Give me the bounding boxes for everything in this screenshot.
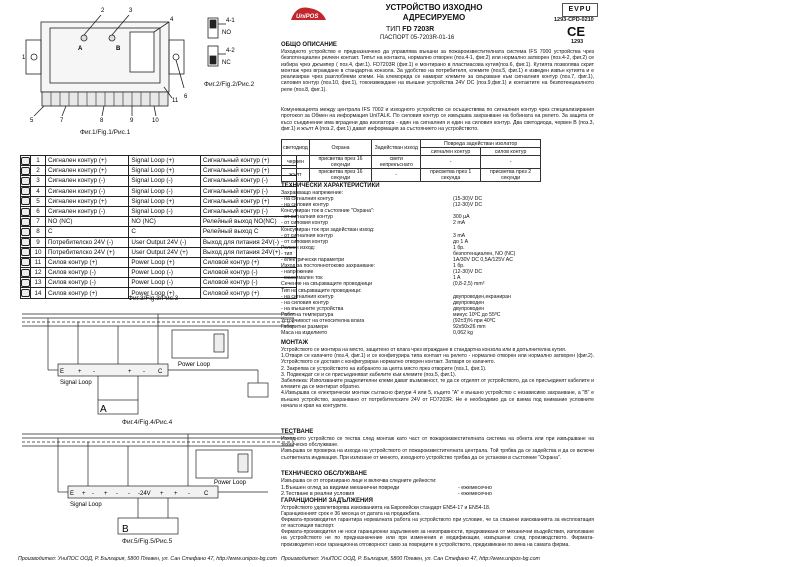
spec-key: - максимален ток: [281, 275, 323, 282]
pin-label-bg: Потребителско 24V (+): [46, 247, 129, 257]
pin-label-ru: Сигнальный контур (+): [200, 156, 296, 166]
ind-r1-c2: присветва през 16 секунди: [309, 156, 371, 169]
type-line: [386, 26, 434, 33]
cert-code: 1293-CPD-0210: [554, 17, 594, 23]
title-line-2: АДРЕСИРУЕМО: [402, 13, 466, 22]
figure-5-drawing: [18, 428, 298, 538]
logo-text: UniPOS: [296, 14, 319, 20]
fig4-terminal-plus-1: +: [78, 369, 82, 375]
pin-table: [20, 155, 297, 299]
pin-label-ru: Сигнальный контур (+): [200, 166, 296, 176]
fig1-callout-8: 8: [100, 118, 104, 124]
type-label: ТИП: [386, 26, 401, 33]
maintenance-intro: Извършва се от оторизирано лице и включва следните дейности:: [281, 478, 437, 484]
maintenance-item-2-freq: - ежемесечно: [458, 491, 492, 497]
pin-label-en: Power Loop (+): [129, 288, 201, 298]
spec-value: 2 mA: [453, 220, 466, 227]
fig5-terminal-minus-3: -: [128, 491, 130, 497]
pin-label-ru: Выход для питания 24V(-): [200, 237, 296, 247]
ind-r2-c2: присветва през 16 секунди: [309, 169, 371, 182]
fig5-power-loop: Power Loop: [214, 480, 247, 486]
fig5-terminal-24v: -24V: [138, 491, 151, 497]
spec-key: - на външните устройства: [281, 305, 344, 312]
spec-value: до 1 A: [453, 238, 469, 245]
fig2-label-4-1: 4-1: [226, 18, 235, 24]
ind-r2-c4: присветва през 1 секунда: [421, 169, 481, 182]
cert-number: 1293: [571, 39, 584, 45]
pin-row: [21, 166, 297, 176]
ind-head-led: светодиод: [282, 140, 310, 156]
pin-label-ru: Силовой контур (-): [200, 268, 296, 278]
spec-value: безпотенциален, NO (NC): [453, 250, 516, 257]
spec-key: Сечение на свързващите проводници: [281, 281, 373, 288]
pin-number: 14: [31, 288, 46, 298]
fig1-led-b: B: [116, 46, 121, 52]
fig1-led-a: A: [78, 46, 83, 52]
fig1-callout-5: 5: [30, 118, 34, 124]
maintenance-heading: ТЕХНИЧЕСКО ОБСЛУЖВАНЕ: [281, 471, 368, 477]
pin-label-ru: Сигнальный контур (-): [200, 176, 296, 186]
fig5-terminal-minus-4: -: [188, 491, 190, 497]
pin-label-bg: Сигнален контур (-): [46, 206, 129, 216]
pin-number: 11: [31, 257, 46, 267]
fig5-terminal-minus-1: -: [92, 491, 94, 497]
fig1-callout-3: 3: [129, 8, 133, 14]
evpu-mark: EVPU: [562, 3, 598, 17]
pin-row: [21, 196, 297, 206]
specs-heading: ТЕХНИЧЕСКИ ХАРАКТЕРИСТИКИ: [281, 183, 380, 189]
pin-label-ru: Сигнальный контур (-): [200, 186, 296, 196]
pin-number: 13: [31, 278, 46, 288]
ind-head-guard: Охрана: [309, 140, 371, 156]
fig1-callout-11: 11: [172, 98, 179, 104]
fig5-caption: Фиг.5/Fig.5/Рис.5: [122, 538, 173, 545]
pin-number: 9: [31, 237, 46, 247]
terminal-screw-icon: [21, 279, 30, 287]
pin-row: [21, 206, 297, 216]
spec-key: - напрежение: [281, 269, 314, 276]
spec-value: 3 mA: [453, 232, 466, 239]
spec-key: Габаритни размери: [281, 324, 328, 331]
fig4-terminal-e: E: [60, 369, 65, 375]
ind-sub-power: силов контур: [481, 148, 541, 156]
pin-row: [21, 176, 297, 186]
pin-row: [21, 237, 297, 247]
spec-key: - на силовия контур: [281, 299, 329, 306]
fig1-callout-6: 6: [184, 94, 188, 100]
ind-r2-c3: -: [372, 169, 421, 182]
fig5-terminal-plus-4: +: [174, 491, 178, 497]
fig5-terminal-c: C: [204, 491, 209, 497]
fig1-callout-7: 7: [60, 118, 64, 124]
fig1-callout-1: 1: [22, 55, 26, 61]
pin-row: [21, 186, 297, 196]
spec-value: 300 µA: [453, 214, 470, 221]
title-line-1: УСТРОЙСТВО ИЗХОДНО: [385, 3, 483, 12]
fig2-label-no: NO: [222, 30, 231, 36]
pin-label-en: Signal Loop (+): [129, 166, 201, 176]
pin-label-bg: Сигнален контур (-): [46, 176, 129, 186]
terminal-screw-icon: [21, 187, 30, 195]
ind-r1-c1: червен: [282, 156, 310, 169]
spec-key: - на силовия контур: [281, 202, 329, 209]
ind-head-fault: Повреда задействан изолатор: [421, 140, 541, 148]
pin-terminal-icon: [21, 288, 31, 298]
footer-right: Производител: УниПОС ООД, Р. България, 5800 Плевен, ул. Сан Стефано 47, http://www.unipos-bg.com: [281, 556, 540, 562]
pin-terminal-icon: [21, 217, 31, 227]
spec-row: [281, 330, 594, 336]
spec-key: Релеен изход:: [281, 244, 316, 251]
spec-value: 1 бр.: [453, 263, 465, 270]
general-para-2: Комуникацията между централа IFS 7002 и изходното устройство се осъществява по сигналния контур чрез специализирания протокол за Обмен на информация UniTALK. По силовия контур се извършва захранване на бобината на релето. За защита от късо съединение има вградени два изолатора - един на сигналния и един на силовия контур. Два светодиода, червен B (поз.3, фиг.1) и жълт A (поз.2, фиг.1) дават информация за състоянието на устройството.: [281, 107, 594, 132]
passport-number: ПАСПОРТ 05-7203R-01-16: [380, 35, 455, 41]
terminal-screw-icon: [21, 238, 30, 246]
fig4-signal-loop: Signal Loop: [60, 380, 92, 386]
pin-number: 1: [31, 156, 46, 166]
ind-r2-c1: жълт: [282, 169, 310, 182]
pin-terminal-icon: [21, 268, 31, 278]
spec-key: Маса на изделието: [281, 330, 328, 337]
spec-key: - от силовия контур: [281, 220, 329, 227]
pin-row: [21, 217, 297, 227]
pin-terminal-icon: [21, 156, 31, 166]
pin-label-en: Signal Loop (+): [129, 196, 201, 206]
pin-label-bg: Силов контур (-): [46, 278, 129, 288]
pin-label-en: Signal Loop (-): [129, 176, 201, 186]
fig5-signal-loop: Signal Loop: [70, 502, 102, 508]
pin-label-en: C: [129, 227, 201, 237]
maintenance-item-2: 2.Тестване в реални условия: [281, 491, 355, 497]
pin-terminal-icon: [21, 166, 31, 176]
terminal-screw-icon: [21, 258, 30, 266]
spec-value: 92х50х26 mm: [453, 324, 486, 331]
spec-value: 1A/30V DC 0,5A/125V AC: [453, 257, 513, 264]
fig1-callout-10: 10: [152, 118, 159, 124]
pin-label-ru: Релейный выход NO(NC): [200, 217, 296, 227]
fig5-device-b: B: [122, 524, 129, 535]
fig1-callout-4: 4: [170, 17, 174, 23]
fig4-device-a: A: [100, 404, 107, 415]
pin-label-en: Signal Loop (+): [129, 156, 201, 166]
ind-sub-signal: сигнален контур: [421, 148, 481, 156]
pin-label-ru: Выход для питания 24V(+): [200, 247, 296, 257]
terminal-screw-icon: [21, 289, 30, 297]
footer-left: Производител: УниПОС ООД, Р. България, 5800 Плевен, ул. Сан Стефано 47, http://www.unipos-bg.com: [18, 556, 277, 562]
pin-number: 10: [31, 247, 46, 257]
pin-number: 8: [31, 227, 46, 237]
pin-label-en: Power Loop (+): [129, 257, 201, 267]
pin-number: 12: [31, 268, 46, 278]
pin-label-ru: Силовой контур (+): [200, 288, 296, 298]
fig4-terminal-minus-2: -: [143, 369, 145, 375]
spec-key: - електрически параметри: [281, 257, 344, 264]
pin-label-en: User Output 24V (-): [129, 237, 201, 247]
pin-terminal-icon: [21, 186, 31, 196]
pin-row: [21, 257, 297, 267]
fig5-terminal-plus-2: +: [104, 491, 108, 497]
pin-label-bg: Сигнален контур (+): [46, 156, 129, 166]
fig4-terminal-plus-2: +: [128, 369, 132, 375]
spec-value: 0,062 kg: [453, 330, 473, 337]
pin-label-en: User Output 24V (+): [129, 247, 201, 257]
mounting-text: Устройството се монтира на място, защитено от влага чрез вграждане в стандартна конзола или в допълнителна кутия. 1.Отваря се капачето (поз.4, фиг.1) и се конфигурира типа контакт на релето - нормално отворен или нормално затворен (фиг.2). Устройството се доставя с конфигуриран нормално отворен контакт. Затваря се капачето. 2. Закрепва се устройството на избраното за целта място през отворите (поз.1, фиг.1). 3. Подвеждат се и се присъединяват кабелите към клемите (поз.5, фиг.1). Забележка: Използваните разделителни клеми дават възможност, те да се отделят от устройството, да се присъединят кабелите и клемите да се монтират обратно. 4.Извършва се електрически монтаж съгласно фигури 4 или 5, където "A" е външно устройство с независимо захранване, а "B" е външно устройство, захранвано от потребителските 24V от FD7203R. Не е необходимо да се взема под внимание условните начала и края на контурите.: [281, 347, 594, 409]
fig1-callout-2: 2: [101, 8, 105, 14]
pin-terminal-icon: [21, 237, 31, 247]
terminal-screw-icon: [21, 228, 30, 236]
pin-row: [21, 268, 297, 278]
spec-key: - от сигналния контур: [281, 232, 333, 239]
spec-key: - на сигналния контур: [281, 196, 334, 203]
spec-value: (92±3)% при 40ºC: [453, 317, 496, 324]
terminal-screw-icon: [21, 218, 30, 226]
pin-row: [21, 227, 297, 237]
pin-number: 3: [31, 176, 46, 186]
pin-label-en: NO (NC): [129, 217, 201, 227]
fig2-label-nc: NC: [222, 60, 231, 66]
spec-value: (12-30)V DC: [453, 202, 483, 209]
specs-list: [281, 190, 594, 336]
pin-label-bg: C: [46, 227, 129, 237]
ind-r1-c5: -: [481, 156, 541, 169]
maintenance-item-1-freq: - ежемесечно: [458, 485, 492, 491]
pin-label-en: Power Loop (-): [129, 268, 201, 278]
pin-terminal-icon: [21, 278, 31, 288]
spec-key: Работна температура: [281, 311, 334, 318]
spec-key: - от сигналния контур: [281, 214, 333, 221]
ce-mark: CE: [567, 24, 586, 39]
pin-row: [21, 247, 297, 257]
terminal-screw-icon: [21, 208, 30, 216]
terminal-screw-icon: [21, 269, 30, 277]
pin-label-bg: Силов контур (+): [46, 288, 129, 298]
fig2-caption: Фиг.2/Fig.2/Рис.2: [204, 81, 255, 88]
pin-terminal-icon: [21, 196, 31, 206]
pin-label-bg: Силов контур (+): [46, 257, 129, 267]
spec-key: Устойчивост на относителна влага: [281, 317, 365, 324]
ind-head-output: Задействан изход: [372, 140, 421, 156]
pin-terminal-icon: [21, 206, 31, 216]
pin-label-bg: Потребителско 24V (-): [46, 237, 129, 247]
spec-key: Захранващо напрежение:: [281, 190, 344, 196]
pin-terminal-icon: [21, 257, 31, 267]
figure-1-drawing: [4, 2, 194, 130]
pin-terminal-icon: [21, 227, 31, 237]
fig5-terminal-plus-3: +: [160, 491, 164, 497]
maintenance-item-1: 1.Външен оглед за видими механични повреди: [281, 485, 400, 491]
pin-label-ru: Силовой контур (+): [200, 257, 296, 267]
pin-number: 7: [31, 217, 46, 227]
ind-r1-c3: свети непрекъснато: [372, 156, 421, 169]
terminal-screw-icon: [21, 248, 30, 256]
ind-r2-c5: присветва през 2 секунди: [481, 169, 541, 182]
warranty-text: Устройството удовлетворява изискванията на Европейски стандарт EN54-17 и EN54-18. Гаранционният срок е 36 месеца от датата на продажбата. Фирмата-производител гарантира нормалната работа на устройството при условие, че са спазени изискванията за експлоатация от настоящия паспорт. Фирмата-производител не носи гаранционни задължения за неизправности, предизвикани от механични въздействия, използване на устройството не по предназначение или при изменения и модификации, извършени след производството. Фирмата-производител носи гаранционна отговорност само за повредите в устройството, предизвикани по вина на самата фирма.: [281, 505, 594, 548]
pin-label-bg: Сигнален контур (+): [46, 166, 129, 176]
pin-label-bg: NO (NC): [46, 217, 129, 227]
fig1-callout-9: 9: [130, 118, 134, 124]
fig4-caption: Фиг.4/Fig.4/Рис.4: [122, 419, 173, 426]
fig4-terminal-minus-1: -: [93, 369, 95, 375]
pin-label-ru: Сигнальный контур (+): [200, 196, 296, 206]
terminal-screw-icon: [21, 177, 30, 185]
spec-value: (0,8-2,5) mm²: [453, 281, 485, 288]
pin-number: 6: [31, 206, 46, 216]
pin-number: 4: [31, 186, 46, 196]
pin-label-en: Signal Loop (-): [129, 186, 201, 196]
fig3-caption: Фиг.3/Fig.3/Рис.3: [128, 295, 179, 302]
pin-label-bg: Силов контур (-): [46, 268, 129, 278]
mounting-heading: МОНТАЖ: [281, 340, 309, 346]
pin-number: 5: [31, 196, 46, 206]
terminal-screw-icon: [21, 167, 30, 175]
general-para-1: Изходното устройство е предназначено да управлява външни за пожароизвестителната система IFS 7000 устройства чрез безпотенциален релеен контакт. Типът на контакта, нормално отворен (поз.4-1, фиг.2) или нормално затворен (поз.4-2, фиг.2) се избира чрез джъмпер ( поз.4, фиг.1). FD7203R (фиг.1) е монтирано в пластмасова кутия(поз.6, фиг.1). Кутията позволява скрит монтаж чрез вграждане в стандартна конзола. За удобство на потребителя, клемите (поз.5, фиг.1) е изведен извън кутията и е реализиран чрез разглобяеми клеми. На клемореда се намират клемите за свързване към сигналния контур (поз.7, фиг.1), силовия контур (поз.10, фиг.1), токоизвеждане на външни устройства 24V DC (поз.9,фиг.1) и контактите на безпотенциалното реле (поз.8, фиг.1).: [281, 49, 594, 93]
pin-label-ru: Сигнальный контур (-): [200, 206, 296, 216]
general-heading: ОБЩО ОПИСАНИЕ: [281, 42, 337, 48]
fig1-caption: Фиг.1/Fig.1/Рис.1: [80, 129, 131, 136]
spec-value: двупроводен: [453, 305, 485, 312]
ind-r1-c4: -: [421, 156, 481, 169]
fig5-terminal-e: E: [70, 491, 75, 497]
spec-value: (12-30)V DC: [453, 269, 483, 276]
spec-key: - от силовия контур: [281, 238, 329, 245]
spec-key: Изход за постояннотоково захранване:: [281, 263, 376, 270]
pin-label-bg: Сигнален контур (-): [46, 186, 129, 196]
fig4-terminal-c: C: [158, 369, 163, 375]
spec-value: (15-30)V DC: [453, 196, 483, 203]
unipos-logo: [288, 5, 330, 23]
pin-row: [21, 156, 297, 166]
figure-2-drawing: [204, 16, 264, 78]
spec-value: минус 10ºC до 55ºC: [453, 311, 501, 318]
pin-number: 2: [31, 166, 46, 176]
spec-key: Консумиран ток при задействан изход:: [281, 226, 375, 233]
pin-label-ru: Силовой контур (-): [200, 278, 296, 288]
terminal-screw-icon: [21, 197, 30, 205]
fig2-label-4-2: 4-2: [226, 48, 235, 54]
spec-key: Тип на свързващите проводници:: [281, 287, 362, 294]
spec-value: 1 бр.: [453, 244, 465, 251]
fig5-terminal-plus-1: +: [82, 491, 86, 497]
pin-label-bg: Сигнален контур (+): [46, 196, 129, 206]
spec-value: 1 A: [453, 275, 461, 282]
pin-terminal-icon: [21, 176, 31, 186]
spec-key: - на сигналния контур: [281, 293, 334, 300]
pin-label-en: Signal Loop (-): [129, 206, 201, 216]
pin-label-ru: Релейный выход C: [200, 227, 296, 237]
figure-4-drawing: [18, 308, 298, 418]
terminal-screw-icon: [21, 157, 30, 165]
spec-key: - тип: [281, 250, 293, 257]
pin-label-en: Power Loop (-): [129, 278, 201, 288]
type-value: FD 7203R: [402, 26, 435, 33]
indication-table: [281, 139, 541, 182]
testing-heading: ТЕСТВАНЕ: [281, 429, 314, 435]
pin-terminal-icon: [21, 247, 31, 257]
fig4-power-loop: Power Loop: [178, 362, 211, 368]
spec-value: двупроводен: [453, 299, 485, 306]
testing-text: Изходното устройство се тества след монтаж като част от пожароизвестителната система на обекта или при извършване на техническо обслужване. Извършва се проверка на изхода на устройството от пожароизвестителната централа. Той трябва да се задейства и да се включи съответната индикация. При излизане от менюто, изходното устройство трябва да се установи в състояние "Охрана".: [281, 436, 594, 461]
doc-title: [354, 3, 514, 23]
pin-row: [21, 278, 297, 288]
fig5-terminal-minus-2: -: [116, 491, 118, 497]
warranty-heading: ГАРАНЦИОННИ ЗАДЪЛЖЕНИЯ: [281, 498, 373, 504]
spec-value: двупроводен,екраниран: [453, 293, 511, 300]
spec-key: Консумиран ток в състояние "Охрана":: [281, 208, 375, 215]
